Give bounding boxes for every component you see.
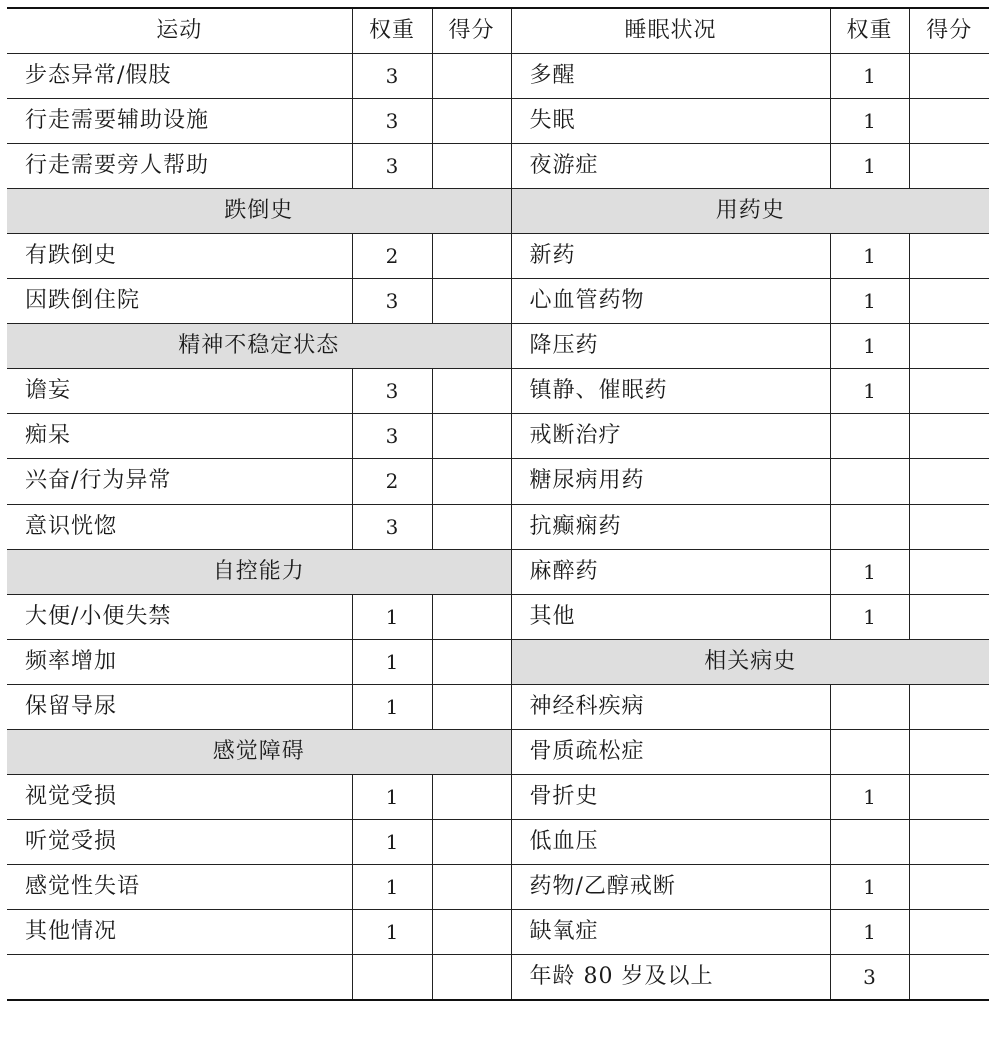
weight-cell-right: 1	[830, 98, 909, 143]
item-name-cell-left: 听觉受损	[7, 820, 352, 865]
weight-cell-right	[830, 730, 909, 775]
table-row	[7, 820, 989, 865]
weight-cell-left: 3	[352, 279, 432, 324]
item-name-cell-left: 痴呆	[7, 414, 352, 459]
section-header-left: 感觉障碍	[7, 730, 511, 775]
weight-cell-right: 1	[830, 279, 909, 324]
weight-cell-left: 3	[352, 143, 432, 188]
item-name-cell-right: 神经科疾病	[511, 684, 830, 729]
section-header-left: 跌倒史	[7, 188, 511, 233]
score-cell-right[interactable]	[909, 549, 989, 594]
score-cell-right[interactable]	[909, 143, 989, 188]
weight-cell-right	[830, 820, 909, 865]
item-name-cell-left	[7, 955, 352, 1000]
table-row	[7, 865, 989, 910]
score-cell-right[interactable]	[909, 865, 989, 910]
score-cell-right[interactable]	[909, 684, 989, 729]
item-name-cell-right: 失眠	[511, 98, 830, 143]
table-row	[7, 414, 989, 459]
section-header-right: 用药史	[511, 188, 989, 233]
item-name-cell-right: 新药	[511, 233, 830, 278]
score-cell-left[interactable]	[432, 369, 511, 414]
score-cell-left[interactable]	[432, 594, 511, 639]
score-cell-right[interactable]	[909, 279, 989, 324]
item-name-cell-right: 多醒	[511, 53, 830, 98]
score-cell-right[interactable]	[909, 369, 989, 414]
item-name-cell-right: 骨质疏松症	[511, 730, 830, 775]
item-name-cell-left: 感觉性失语	[7, 865, 352, 910]
header-cell-score-left: 得分	[432, 8, 511, 53]
table-row	[7, 279, 989, 324]
table-row	[7, 730, 989, 775]
weight-cell-right	[830, 459, 909, 504]
weight-cell-left: 1	[352, 639, 432, 684]
table-row	[7, 910, 989, 955]
score-cell-right[interactable]	[909, 233, 989, 278]
weight-cell-right: 1	[830, 910, 909, 955]
weight-cell-left: 1	[352, 594, 432, 639]
weight-cell-left: 1	[352, 775, 432, 820]
item-name-cell-right: 骨折史	[511, 775, 830, 820]
item-name-cell-left: 兴奋/行为异常	[7, 459, 352, 504]
header-cell-weight-right: 权重	[830, 8, 909, 53]
weight-cell-right: 1	[830, 369, 909, 414]
weight-cell-right: 1	[830, 53, 909, 98]
header-cell-weight-left: 权重	[352, 8, 432, 53]
weight-cell-right: 3	[830, 955, 909, 1000]
score-cell-left[interactable]	[432, 865, 511, 910]
header-cell-category-right: 睡眠状况	[511, 8, 830, 53]
weight-cell-right	[830, 414, 909, 459]
weight-cell-right: 1	[830, 594, 909, 639]
item-name-cell-right: 麻醉药	[511, 549, 830, 594]
score-cell-left[interactable]	[432, 414, 511, 459]
score-cell-right[interactable]	[909, 775, 989, 820]
table-row	[7, 639, 989, 684]
score-cell-left[interactable]	[432, 775, 511, 820]
score-cell-left[interactable]	[432, 143, 511, 188]
score-cell-left[interactable]	[432, 233, 511, 278]
item-name-cell-left: 行走需要旁人帮助	[7, 143, 352, 188]
item-name-cell-right: 其他	[511, 594, 830, 639]
score-cell-left[interactable]	[432, 98, 511, 143]
score-cell-left[interactable]	[432, 504, 511, 549]
score-cell-left[interactable]	[432, 820, 511, 865]
section-header-right: 相关病史	[511, 639, 989, 684]
weight-cell-left	[352, 955, 432, 1000]
score-cell-right[interactable]	[909, 504, 989, 549]
header-row	[7, 8, 989, 53]
weight-cell-left: 3	[352, 98, 432, 143]
score-cell-left[interactable]	[432, 279, 511, 324]
item-name-cell-left: 其他情况	[7, 910, 352, 955]
table-row	[7, 53, 989, 98]
table-row	[7, 188, 989, 233]
score-cell-right[interactable]	[909, 98, 989, 143]
score-cell-right[interactable]	[909, 53, 989, 98]
table-row	[7, 549, 989, 594]
table-row	[7, 369, 989, 414]
table-row	[7, 684, 989, 729]
table-row	[7, 594, 989, 639]
table-row	[7, 775, 989, 820]
table-body	[7, 8, 989, 1000]
item-name-cell-left: 因跌倒住院	[7, 279, 352, 324]
item-name-cell-left: 频率增加	[7, 639, 352, 684]
header-cell-category-left: 运动	[7, 8, 352, 53]
weight-cell-right: 1	[830, 865, 909, 910]
item-name-cell-right: 夜游症	[511, 143, 830, 188]
score-cell-left[interactable]	[432, 459, 511, 504]
item-name-cell-left: 意识恍惚	[7, 504, 352, 549]
weight-cell-left: 2	[352, 233, 432, 278]
table-row	[7, 324, 989, 369]
score-cell-left[interactable]	[432, 639, 511, 684]
weight-cell-right: 1	[830, 143, 909, 188]
weight-cell-right	[830, 504, 909, 549]
item-name-cell-right: 低血压	[511, 820, 830, 865]
item-name-cell-left: 大便/小便失禁	[7, 594, 352, 639]
score-cell-right[interactable]	[909, 820, 989, 865]
table-row	[7, 143, 989, 188]
header-cell-score-right: 得分	[909, 8, 989, 53]
item-name-cell-right: 抗癫痫药	[511, 504, 830, 549]
item-name-cell-left: 行走需要辅助设施	[7, 98, 352, 143]
item-name-cell-left: 有跌倒史	[7, 233, 352, 278]
weight-cell-left: 3	[352, 414, 432, 459]
weight-cell-right: 1	[830, 324, 909, 369]
score-cell-left[interactable]	[432, 684, 511, 729]
score-cell-right[interactable]	[909, 910, 989, 955]
score-cell-right[interactable]	[909, 594, 989, 639]
weight-cell-left: 3	[352, 504, 432, 549]
section-header-left: 自控能力	[7, 549, 511, 594]
item-name-cell-left: 保留导尿	[7, 684, 352, 729]
score-cell-left[interactable]	[432, 53, 511, 98]
weight-cell-left: 1	[352, 820, 432, 865]
table-row	[7, 233, 989, 278]
table-row	[7, 459, 989, 504]
table-row	[7, 504, 989, 549]
weight-cell-right: 1	[830, 775, 909, 820]
item-name-cell-right: 镇静、催眠药	[511, 369, 830, 414]
weight-cell-left: 3	[352, 369, 432, 414]
item-name-cell-right: 糖尿病用药	[511, 459, 830, 504]
score-cell-right[interactable]	[909, 955, 989, 1000]
item-name-cell-left: 视觉受损	[7, 775, 352, 820]
weight-cell-right	[830, 684, 909, 729]
section-header-left: 精神不稳定状态	[7, 324, 511, 369]
item-name-cell-right: 年龄 80 岁及以上	[511, 955, 830, 1000]
score-cell-left[interactable]	[432, 910, 511, 955]
item-name-cell-right: 戒断治疗	[511, 414, 830, 459]
weight-cell-right: 1	[830, 233, 909, 278]
weight-cell-left: 3	[352, 53, 432, 98]
weight-cell-left: 1	[352, 910, 432, 955]
item-name-cell-right: 心血管药物	[511, 279, 830, 324]
item-name-cell-right: 药物/乙醇戒断	[511, 865, 830, 910]
item-name-cell-left: 谵妄	[7, 369, 352, 414]
table-row	[7, 955, 989, 1000]
weight-cell-left: 1	[352, 865, 432, 910]
weight-cell-right: 1	[830, 549, 909, 594]
table-wrapper	[7, 7, 989, 1001]
item-name-cell-right: 降压药	[511, 324, 830, 369]
score-cell-right[interactable]	[909, 459, 989, 504]
score-cell-right[interactable]	[909, 324, 989, 369]
fall-risk-assessment-table	[7, 7, 989, 1001]
weight-cell-left: 2	[352, 459, 432, 504]
item-name-cell-right: 缺氧症	[511, 910, 830, 955]
item-name-cell-left: 步态异常/假肢	[7, 53, 352, 98]
score-cell-right[interactable]	[909, 414, 989, 459]
score-cell-right[interactable]	[909, 730, 989, 775]
score-cell-left[interactable]	[432, 955, 511, 1000]
weight-cell-left: 1	[352, 684, 432, 729]
table-row	[7, 98, 989, 143]
